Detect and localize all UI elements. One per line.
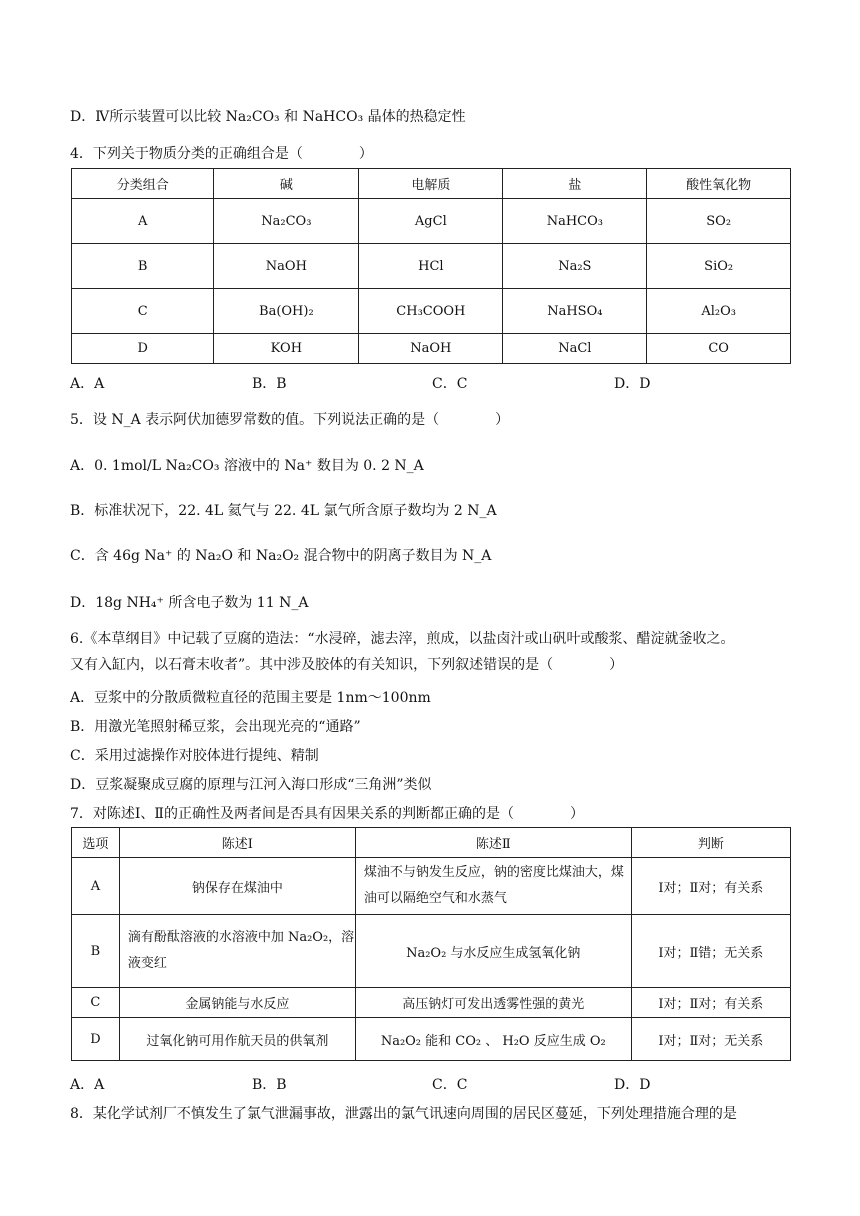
q6-option-b[interactable]: B．用激光笔照射稀豆浆，会出现光亮的“通路” [70, 719, 361, 735]
table-cell: 滴有酚酞溶液的水溶液中加 Na₂O₂，溶液变红 [119, 915, 355, 988]
q4-header: 盐 [503, 169, 647, 199]
table-cell: Ⅰ对；Ⅱ对；无关系 [631, 1018, 790, 1061]
table-cell: CO [647, 334, 791, 364]
q7-header: 判断 [631, 828, 790, 858]
table-cell: 高压钠灯可发出透雾性强的黄光 [355, 988, 631, 1018]
q7-header: 选项 [72, 828, 120, 858]
table-cell: C [72, 988, 120, 1018]
table-cell: Ba(OH)₂ [214, 289, 359, 334]
option-b[interactable]: B．B [252, 1077, 287, 1093]
table-cell: NaOH [214, 244, 359, 289]
q4-header: 酸性氧化物 [647, 169, 791, 199]
q7-stem: 7．对陈述Ⅰ、Ⅱ的正确性及两者间是否具有因果关系的判断都正确的是（ ） [70, 806, 584, 822]
table-cell: AgCl [359, 199, 503, 244]
table-cell: B [72, 915, 120, 988]
table-cell: NaCl [503, 334, 647, 364]
table-cell: D [72, 1018, 120, 1061]
q5-option-d[interactable]: D．18g NH₄⁺ 所含电子数为 11 N_A [70, 595, 309, 611]
table-cell: HCl [359, 244, 503, 289]
q3-option-d: D．Ⅳ所示装置可以比较 Na₂CO₃ 和 NaHCO₃ 晶体的热稳定性 [70, 109, 466, 125]
table-cell: B [72, 244, 214, 289]
table-cell: NaHCO₃ [503, 199, 647, 244]
q8-stem: 8．某化学试剂厂不慎发生了氯气泄漏事故，泄露出的氯气讯速向周围的居民区蔓延，下列处理措施合理的是 [70, 1106, 737, 1122]
table-cell: Ⅰ对；Ⅱ对；有关系 [631, 988, 790, 1018]
table-cell: 金属钠能与水反应 [119, 988, 355, 1018]
q6-option-c[interactable]: C．采用过滤操作对胶体进行提纯、精制 [70, 748, 319, 764]
table-cell: SiO₂ [647, 244, 791, 289]
table-cell: 过氧化钠可用作航天员的供氧剂 [119, 1018, 355, 1061]
table-cell: Ⅰ对；Ⅱ错；无关系 [631, 915, 790, 988]
q7-header: 陈述Ⅱ [355, 828, 631, 858]
table-cell: Ⅰ对；Ⅱ对；有关系 [631, 858, 790, 915]
option-d[interactable]: D．D [614, 1077, 651, 1093]
q5-option-a[interactable]: A．0. 1mol/L Na₂CO₃ 溶液中的 Na⁺ 数目为 0. 2 N_A [70, 458, 424, 474]
table-cell: Al₂O₃ [647, 289, 791, 334]
option-d[interactable]: D．D [614, 376, 651, 392]
table-cell: D [72, 334, 214, 364]
table-cell: SO₂ [647, 199, 791, 244]
q4-header: 碱 [214, 169, 359, 199]
q6-option-a[interactable]: A．豆浆中的分散质微粒直径的范围主要是 1nm～100nm [70, 690, 431, 706]
q4-table [71, 168, 791, 364]
table-cell: Na₂CO₃ [214, 199, 359, 244]
option-a[interactable]: A．A [70, 1077, 105, 1093]
table-cell: NaOH [359, 334, 503, 364]
option-a[interactable]: A．A [70, 376, 105, 392]
option-c[interactable]: C．C [432, 376, 468, 392]
option-b[interactable]: B．B [252, 376, 287, 392]
table-cell: Na₂O₂ 能和 CO₂ 、 H₂O 反应生成 O₂ [355, 1018, 631, 1061]
table-cell: Na₂O₂ 与水反应生成氢氧化钠 [355, 915, 631, 988]
table-cell: A [72, 858, 120, 915]
q5-option-b[interactable]: B．标准状况下，22. 4L 氦气与 22. 4L 氯气所含原子数均为 2 N_A [70, 503, 497, 519]
option-c[interactable]: C．C [432, 1077, 468, 1093]
q6-option-d[interactable]: D．豆浆凝聚成豆腐的原理与江河入海口形成“三角洲”类似 [70, 777, 432, 793]
q6-stem-line1: 6.《本草纲目》中记载了豆腐的造法：“水浸碎，滤去滓，煎成，以盐卤汁或山矾叶或酸浆、醋淀就釜收之。 [70, 631, 735, 647]
q4-header: 电解质 [359, 169, 503, 199]
q6-stem-line2: 又有入缸内，以石膏末收者”。其中涉及胶体的有关知识，下列叙述错误的是（ ） [70, 657, 624, 673]
table-cell: C [72, 289, 214, 334]
table-cell: 钠保存在煤油中 [119, 858, 355, 915]
table-cell: CH₃COOH [359, 289, 503, 334]
table-cell: 煤油不与钠发生反应，钠的密度比煤油大，煤油可以隔绝空气和水蒸气 [355, 858, 631, 915]
table-cell: NaHSO₄ [503, 289, 647, 334]
q4-stem: 4．下列关于物质分类的正确组合是（ ） [70, 146, 373, 162]
table-cell: A [72, 199, 214, 244]
q4-header: 分类组合 [72, 169, 214, 199]
q5-stem: 5．设 N_A 表示阿伏加德罗常数的值。下列说法正确的是（ ） [70, 412, 510, 428]
table-cell: Na₂S [503, 244, 647, 289]
q7-table [71, 827, 791, 1061]
q7-header: 陈述Ⅰ [119, 828, 355, 858]
q5-option-c[interactable]: C．含 46g Na⁺ 的 Na₂O 和 Na₂O₂ 混合物中的阴离子数目为 N_A [70, 548, 492, 564]
table-cell: KOH [214, 334, 359, 364]
